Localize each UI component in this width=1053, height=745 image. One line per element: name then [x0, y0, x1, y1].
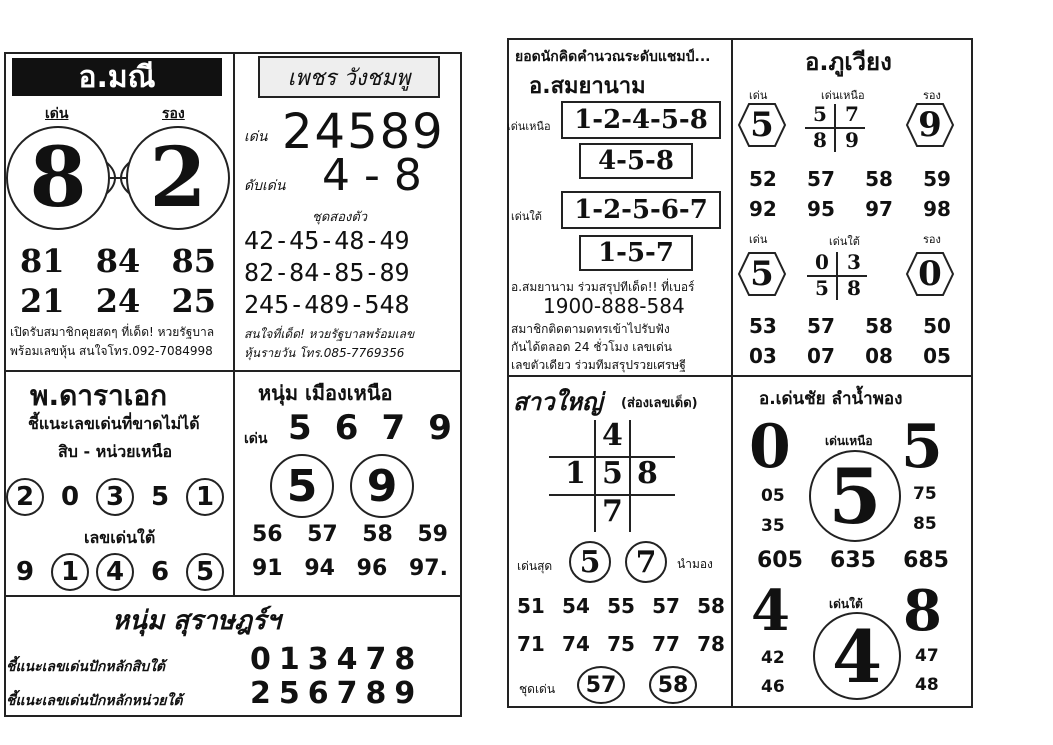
phuwiang-top-grid: 5 7 8 9 — [805, 104, 865, 152]
divider-bottom — [4, 595, 462, 597]
samyanam-text-2: กันได้ตลอด 24 ชั่วโมง เลขเด่น — [511, 340, 673, 354]
grid-cell: 8 — [637, 456, 658, 491]
frame-right — [460, 52, 462, 717]
dara-row1-digit: 2 — [6, 478, 44, 516]
mueang-title: หนุ่ม เมืองเหนือ — [258, 381, 393, 405]
samyanam-title: อ.สมยานาม — [529, 74, 646, 99]
phet-line-1: 42-45-48-49 — [244, 226, 410, 255]
phet-single-number: 4 - 8 — [322, 150, 422, 201]
mani-main-digit: 8 — [6, 126, 110, 230]
pair: 96 — [356, 556, 388, 581]
denchai-left-big: 0 — [749, 412, 791, 482]
mani-pairs-row1 — [20, 242, 216, 280]
phuwiang-bottom-pairs-2: 03 07 08 05 — [749, 344, 951, 368]
pair: 59 — [417, 522, 448, 547]
samyanam-top-set-1: 1-2-4-5-8 — [561, 101, 721, 139]
left-page — [0, 0, 505, 745]
samyanam-phone: 1900-888-584 — [543, 294, 685, 318]
samyanam-text-1: สมาชิกติดตามดทรเข้าไปรับฟัง — [511, 322, 670, 336]
divider-vertical — [731, 38, 733, 708]
mueang-pairs-row2 — [252, 556, 448, 581]
divider-middle — [507, 375, 973, 377]
denchai-label-top: เด่นเหนือ — [825, 434, 873, 448]
frame-top — [507, 38, 973, 40]
pair: 58 — [362, 522, 393, 547]
dara-row2-digit: 5 — [186, 553, 224, 591]
surat-title: หนุ่ม สุราษฎร์ฯ — [112, 606, 281, 636]
phuwiang-top-second: 9 — [905, 102, 955, 148]
denchai-left-big-2: 4 — [751, 578, 790, 644]
grid-cell: 4 — [602, 418, 623, 453]
dara-title: พ.ดาราเอก — [30, 379, 168, 412]
dara-label-low: เลขเด่นใต้ — [84, 528, 156, 547]
denchai-label-bottom: เด่นใต้ — [829, 597, 863, 611]
pair: 56 — [252, 522, 283, 547]
saoyai-label-main: เด่นสุด — [517, 559, 553, 573]
denchai-right-top-pair: 85 — [913, 514, 937, 534]
denchai-right-big-2: 8 — [903, 578, 942, 644]
phuwiang-label-second: รอง — [923, 89, 941, 102]
phet-footer-1: สนใจที่เด็ด! หวยรัฐบาลพร้อมเลข — [244, 327, 415, 341]
grid-cell: 5 — [602, 456, 623, 491]
dara-row2-digit: 1 — [51, 553, 89, 591]
phuwiang-title: อ.ภูเวียง — [805, 48, 892, 76]
frame-left — [507, 38, 509, 708]
saoyai-title: สาวใหญ่ — [513, 388, 603, 416]
pair: 84 — [95, 242, 141, 280]
digit: 7 — [381, 408, 406, 448]
phet-line-3: 245-489-548 — [244, 290, 410, 319]
denchai-right-bottom-pair: 48 — [915, 675, 939, 695]
dara-row1-digit: 1 — [186, 478, 224, 516]
denchai-right-bottom-pair: 47 — [915, 646, 939, 666]
digit: 9 — [428, 408, 452, 448]
mueang-label-main: เด่น — [244, 431, 268, 447]
phet-main-number: 24589 — [282, 104, 445, 160]
phuwiang-label-bottom: เด่นใต้ — [829, 235, 860, 248]
phet-footer-2: หุ้นรายวัน โทร.085-7769356 — [244, 346, 405, 360]
phet-title: เพชร วังชมพู — [258, 56, 440, 98]
mueang-circled-2: 9 — [350, 454, 414, 518]
pair: 97. — [408, 556, 448, 581]
frame-bottom — [507, 706, 973, 708]
dara-row2-digit: 6 — [150, 557, 170, 587]
saoyai-label-set: ชุดเด่น — [519, 682, 556, 696]
denchai-top-center: 5 — [809, 450, 901, 542]
mani-footer-1: เปิดรับสมาชิกคุยสดๆ ที่เด็ด! หวยรัฐบาล — [10, 325, 215, 339]
frame-left — [4, 52, 6, 717]
phuwiang-bottom-second: 0 — [905, 251, 955, 297]
denchai-right-top-pair: 75 — [913, 484, 937, 504]
pair: 81 — [20, 242, 65, 280]
dara-row1-digit: 0 — [60, 482, 80, 512]
samyanam-bottom-set-2: 1-5-7 — [579, 235, 693, 271]
divider-middle — [4, 370, 462, 372]
saoyai-grid — [549, 420, 675, 532]
mani-footer-2: พร้อมเลขหุ้น สนใจโทร.092-7084998 — [10, 344, 213, 358]
saoyai-pairs-row2: 71 74 75 77 78 — [517, 632, 725, 656]
phet-line-2: 82-84-85-89 — [244, 258, 410, 287]
phet-label-single: ดับเด่น — [244, 178, 286, 194]
divider-vertical — [233, 52, 235, 597]
dara-subtitle: ชี้แนะเลขเด่นที่ขาดไม่ได้ — [28, 414, 200, 433]
mani-label-main: เด่น — [45, 106, 69, 122]
pair: 24 — [95, 282, 141, 320]
samyanam-text-3: เลขตัวเดียว ร่วมทีมสรุปรวยเศรษฐี — [511, 358, 686, 372]
saoyai-set-2: 58 — [649, 666, 697, 704]
dara-subtitle-2: สิบ - หน่วยเหนือ — [58, 442, 173, 461]
frame-bottom — [4, 715, 462, 717]
pair: 21 — [20, 282, 65, 320]
mueang-circled-1: 5 — [270, 454, 334, 518]
phuwiang-bottom-pairs-1: 53 57 58 50 — [749, 314, 951, 338]
phuwiang-bottom-main: 5 — [737, 251, 787, 297]
frame-right — [971, 38, 973, 708]
dara-row1-digit: 3 — [96, 478, 134, 516]
phuwiang-label-second-2: รอง — [923, 233, 941, 246]
grid-cell: 7 — [602, 494, 623, 529]
digit: 5 — [288, 408, 312, 448]
phet-label-main: เด่น — [244, 129, 268, 145]
mani-label-second: รอง — [162, 106, 185, 122]
phuwiang-bottom-grid: 0 3 5 8 — [807, 252, 867, 300]
surat-line1-label: ชี้แนะเลขเด่นปักหลักสิบใต้ — [6, 659, 166, 675]
samyanam-label-bottom: เด่นใต้ — [511, 210, 542, 223]
samyanam-bottom-set-1: 1-2-5-6-7 — [561, 191, 721, 229]
denchai-bottom-center: 4 — [813, 612, 901, 700]
pair: 91 — [252, 556, 283, 581]
phuwiang-top-pairs-2: 92 95 97 98 — [749, 197, 951, 221]
dara-row2-digit: 9 — [15, 557, 35, 587]
right-page — [505, 0, 1053, 745]
mueang-digits — [288, 408, 452, 448]
knot-ornament-icon — [104, 158, 132, 198]
denchai-left-top-pair: 35 — [761, 516, 785, 536]
saoyai-pairs-row1: 51 54 55 57 58 — [517, 594, 725, 618]
denchai-left-bottom-pair: 42 — [761, 648, 785, 668]
denchai-left-bottom-pair: 46 — [761, 677, 785, 697]
phuwiang-top-main: 5 — [737, 102, 787, 148]
grid-cell: 1 — [565, 456, 586, 491]
phuwiang-label-main-2: เด่น — [749, 233, 768, 246]
saoyai-label-lead: นำมอง — [677, 557, 713, 571]
samyanam-label-top: เด่นเหนือ — [507, 120, 551, 133]
pair: 94 — [304, 556, 335, 581]
phet-set-label: ชุดสองตัว — [312, 210, 368, 225]
pair: 85 — [171, 242, 216, 280]
denchai-left-top-pair: 05 — [761, 486, 785, 506]
mani-title: อ.มณี — [12, 58, 222, 96]
surat-line2-label: ชี้แนะเลขเด่นปักหลักหน่วยใต้ — [6, 693, 183, 709]
samyanam-header: ยอดนักคิดคำนวณระดับแชมป์... — [515, 49, 711, 65]
phuwiang-label-main: เด่น — [749, 89, 768, 102]
mani-second-digit: 2 — [126, 126, 230, 230]
saoyai-main-1: 5 — [569, 541, 611, 583]
saoyai-set-1: 57 — [577, 666, 625, 704]
dara-row1-digit: 5 — [150, 482, 170, 512]
surat-line1-digits: 013478 — [250, 642, 424, 677]
digit: 6 — [334, 408, 359, 448]
pair: 25 — [171, 282, 216, 320]
denchai-right-big: 5 — [901, 412, 943, 482]
denchai-title: อ.เด่นชัย ลำน้ำพอง — [759, 389, 903, 409]
phuwiang-label-top: เด่นเหนือ — [821, 89, 865, 102]
samyanam-note: อ.สมยานาม ร่วมสรุปทีเด็ด!! ที่เบอร์ — [511, 280, 695, 294]
mani-pairs-row2 — [20, 282, 216, 320]
saoyai-main-2: 7 — [625, 541, 667, 583]
saoyai-subtitle: (ส่องเลขเด็ด) — [621, 396, 698, 411]
denchai-triples: 605 635 685 — [757, 548, 949, 573]
surat-line2-digits: 256789 — [250, 676, 424, 711]
phuwiang-top-pairs-1: 52 57 58 59 — [749, 167, 951, 191]
mueang-pairs-row1 — [252, 522, 448, 547]
pair: 57 — [307, 522, 338, 547]
dara-row2-digit: 4 — [96, 553, 134, 591]
samyanam-top-set-2: 4-5-8 — [579, 143, 693, 179]
